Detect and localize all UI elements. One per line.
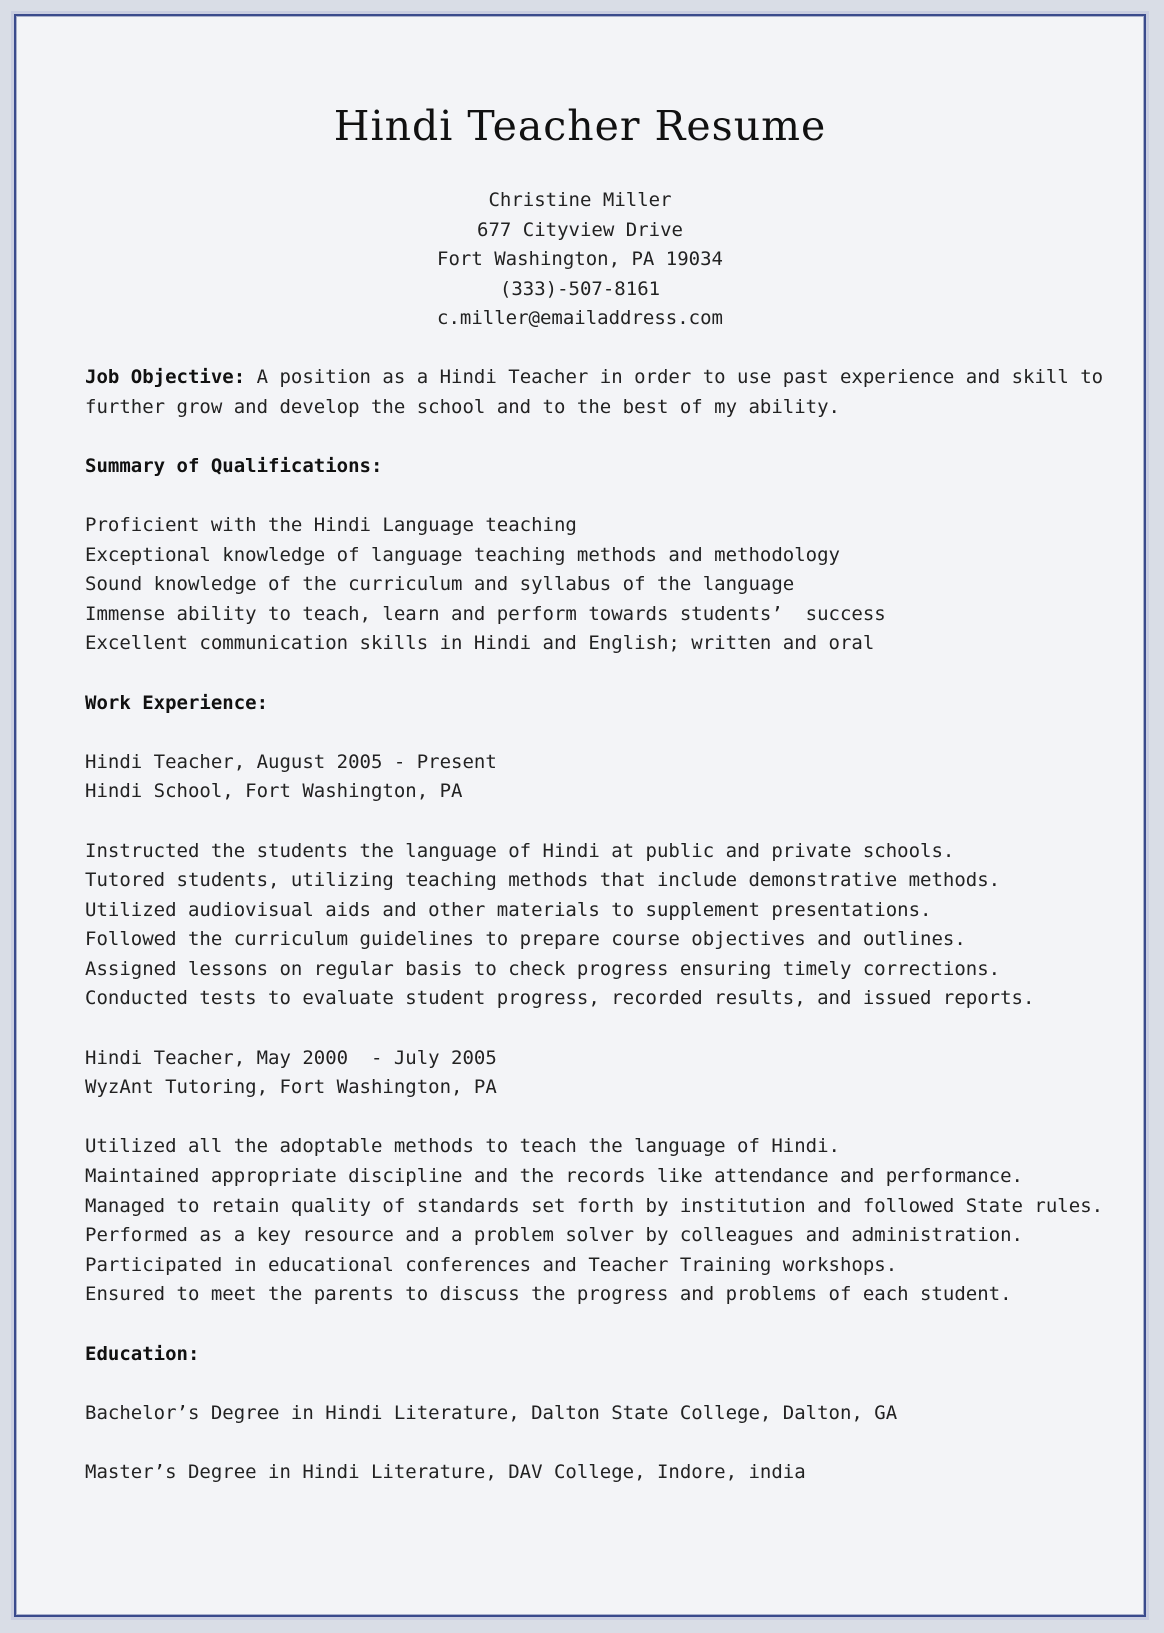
job-duty: Performed as a key resource and a problem solver by colleagues and administration. xyxy=(85,1224,1023,1247)
education-degree: Master’s Degree in Hindi Literature, DAV College, Indore, india xyxy=(85,1460,806,1483)
job-title: Hindi Teacher, May 2000 - July 2005 xyxy=(85,1046,497,1069)
job-duty: Ensured to meet the parents to discuss the progress and problems of each student. xyxy=(85,1283,1012,1306)
qualification-item: Sound knowledge of the curriculum and syllabus of the language xyxy=(85,573,795,596)
job-duty: Maintained appropriate discipline and the records like attendance and performance. xyxy=(85,1165,1023,1188)
objective-label: Job Objective: xyxy=(85,366,246,388)
resume-page xyxy=(14,14,1146,1617)
job-duty: Utilized all the adoptable methods to teach the language of Hindi. xyxy=(85,1135,840,1158)
job-duty: Conducted tests to evaluate student progress, recorded results, and issued reports. xyxy=(85,987,1035,1010)
contact-email: c.miller@emailaddress.com xyxy=(437,307,723,330)
job-duty: Utilized audiovisual aids and other materials to supplement presentations. xyxy=(85,898,932,921)
job-duty: Assigned lessons on regular basis to check progress ensuring timely corrections. xyxy=(85,957,1001,980)
job-employer: Hindi School, Fort Washington, PA xyxy=(85,780,463,803)
qualification-item: Exceptional knowledge of language teaching methods and methodology xyxy=(85,543,840,566)
contact-city: Fort Washington, PA 19034 xyxy=(437,248,723,271)
contact-phone: (333)-507-8161 xyxy=(499,277,661,300)
job-title: Hindi Teacher, August 2005 - Present xyxy=(85,750,497,773)
job-duty: Followed the curriculum guidelines to prepare course objectives and outlines. xyxy=(85,928,966,951)
contact-name: Christine Miller xyxy=(488,189,672,211)
objective-line-1 xyxy=(85,363,1105,393)
contact-street: 677 Cityview Drive xyxy=(477,218,683,241)
objective-text-2: further grow and develop the school and to the best of my ability. xyxy=(85,395,840,418)
experience-heading: Work Experience: xyxy=(85,691,269,714)
job-duty: Tutored students, utilizing teaching methods that include demonstrative methods. xyxy=(85,869,1001,892)
education-degree: Bachelor’s Degree in Hindi Literature, Dalton State College, Dalton, GA xyxy=(85,1401,898,1424)
job-duty: Managed to retain quality of standards set forth by institution and followed State rules. xyxy=(85,1194,1104,1217)
resume-title: Hindi Teacher Resume xyxy=(333,102,827,150)
education-heading: Education: xyxy=(85,1342,200,1365)
contact-block xyxy=(16,186,1144,334)
job-duty: Participated in educational conferences and Teacher Training workshops. xyxy=(85,1253,898,1276)
resume-body xyxy=(85,363,1105,1488)
objective-text-1: A position as a Hindi Teacher in order to use past experience and skill to xyxy=(245,366,1104,388)
qualification-item: Proficient with the Hindi Language teaching xyxy=(85,513,577,536)
qualification-item: Excellent communication skills in Hindi and English; written and oral xyxy=(85,632,875,655)
qualification-item: Immense ability to teach, learn and perform towards students’ success xyxy=(85,602,886,625)
qualifications-heading: Summary of Qualifications: xyxy=(85,454,383,477)
job-duty: Instructed the students the language of Hindi at public and private schools. xyxy=(85,839,955,862)
job-employer: WyzAnt Tutoring, Fort Washington, PA xyxy=(85,1076,497,1099)
